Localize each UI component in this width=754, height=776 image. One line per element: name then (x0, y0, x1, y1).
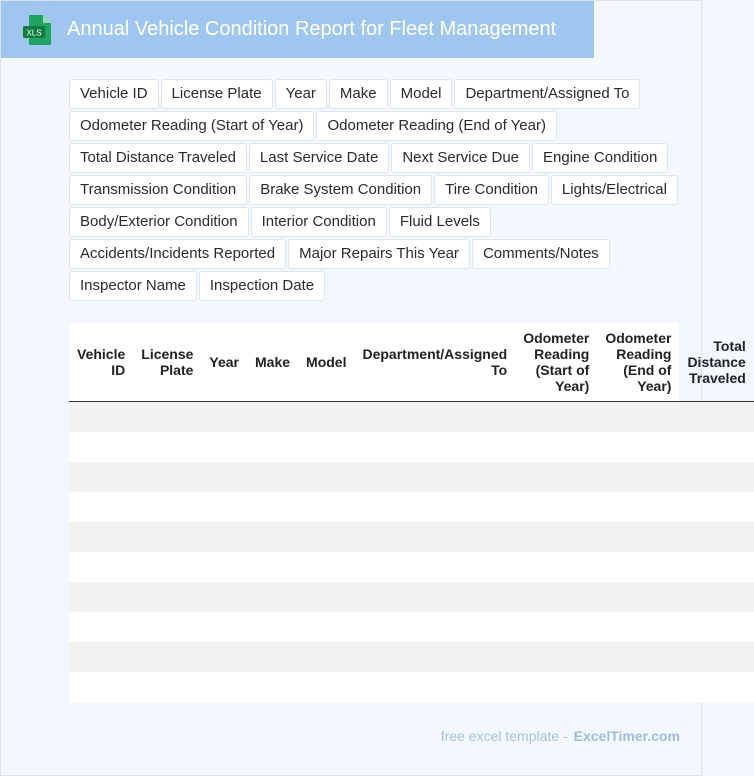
table-cell[interactable] (247, 522, 298, 552)
table-cell[interactable] (515, 462, 597, 492)
table-row (69, 672, 754, 702)
table-cell[interactable] (597, 492, 679, 522)
table-cell[interactable] (133, 402, 201, 433)
field-tag[interactable]: Body/Exterior Condition (69, 207, 249, 237)
table-cell[interactable] (133, 582, 201, 612)
table-cell[interactable] (354, 402, 515, 433)
table-cell[interactable] (354, 462, 515, 492)
table-cell[interactable] (354, 552, 515, 582)
data-table (69, 323, 754, 702)
field-tag[interactable]: Last Service Date (249, 143, 389, 173)
table-cell[interactable] (133, 552, 201, 582)
table-cell[interactable] (354, 582, 515, 612)
column-header[interactable]: Odometer Reading (End of Year) (597, 323, 679, 402)
table-cell[interactable] (133, 462, 201, 492)
field-tag[interactable]: Comments/Notes (472, 239, 610, 269)
table-cell[interactable] (515, 582, 597, 612)
table-row (69, 612, 754, 642)
table-cell[interactable] (69, 492, 133, 522)
table-cell[interactable] (679, 522, 753, 552)
field-tag[interactable]: Make (329, 79, 388, 109)
field-tag[interactable]: Tire Condition (434, 175, 549, 205)
table-cell[interactable] (679, 672, 753, 702)
table-cell[interactable] (354, 612, 515, 642)
table-cell[interactable] (679, 552, 753, 582)
table-cell[interactable] (597, 642, 679, 672)
table-cell[interactable] (201, 582, 247, 612)
field-tag[interactable]: License Plate (161, 79, 273, 109)
field-tag[interactable]: Major Repairs This Year (288, 239, 470, 269)
table-cell[interactable] (201, 552, 247, 582)
title-bar (1, 1, 594, 58)
field-tag[interactable]: Total Distance Traveled (69, 143, 247, 173)
table-cell[interactable] (69, 462, 133, 492)
table-cell[interactable] (354, 642, 515, 672)
field-tag[interactable]: Model (390, 79, 453, 109)
table-cell[interactable] (679, 402, 753, 433)
table-cell[interactable] (298, 432, 354, 462)
table-cell[interactable] (515, 552, 597, 582)
table-cell[interactable] (515, 432, 597, 462)
table-row (69, 552, 754, 582)
table-cell[interactable] (247, 402, 298, 433)
footer-text: free excel template - (440, 728, 568, 744)
column-header[interactable]: Make (247, 323, 298, 402)
column-header[interactable]: Model (298, 323, 354, 402)
field-tag[interactable]: Inspection Date (199, 271, 325, 301)
table-cell[interactable] (298, 552, 354, 582)
table-header-row (69, 323, 754, 402)
table-cell[interactable] (247, 612, 298, 642)
tag-row (69, 79, 689, 111)
field-tag-list (69, 79, 689, 303)
column-header[interactable]: Odometer Reading (Start of Year) (515, 323, 597, 402)
table-cell[interactable] (69, 432, 133, 462)
table-cell[interactable] (133, 642, 201, 672)
tag-row (69, 207, 689, 239)
table-cell[interactable] (679, 462, 753, 492)
table-cell[interactable] (298, 582, 354, 612)
field-tag[interactable]: Accidents/Incidents Reported (69, 239, 286, 269)
column-header[interactable]: Year (201, 323, 247, 402)
table-cell[interactable] (298, 672, 354, 702)
table-cell[interactable] (247, 672, 298, 702)
table-cell[interactable] (201, 612, 247, 642)
table-row (69, 492, 754, 522)
table-cell[interactable] (298, 402, 354, 433)
tag-row (69, 239, 689, 271)
table-cell[interactable] (69, 612, 133, 642)
field-tag[interactable]: Engine Condition (532, 143, 668, 173)
tag-row (69, 143, 689, 175)
table-cell[interactable] (354, 432, 515, 462)
table-cell[interactable] (354, 522, 515, 552)
column-header[interactable]: License Plate (133, 323, 201, 402)
column-header[interactable]: Vehicle ID (69, 323, 133, 402)
table-row (69, 462, 754, 492)
field-tag[interactable]: Brake System Condition (249, 175, 432, 205)
field-tag[interactable]: Transmission Condition (69, 175, 247, 205)
table-row (69, 582, 754, 612)
table-cell[interactable] (133, 522, 201, 552)
table-cell[interactable] (597, 582, 679, 612)
table-row (69, 402, 754, 433)
tag-row (69, 111, 689, 143)
table-cell[interactable] (133, 672, 201, 702)
table-cell[interactable] (247, 492, 298, 522)
xls-icon-label: XLS (26, 28, 42, 38)
table-cell[interactable] (354, 492, 515, 522)
table-cell[interactable] (298, 612, 354, 642)
field-tag[interactable]: Department/Assigned To (454, 79, 640, 109)
table-cell[interactable] (69, 642, 133, 672)
table-cell[interactable] (597, 462, 679, 492)
field-tag[interactable]: Odometer Reading (End of Year) (316, 111, 556, 141)
table-cell[interactable] (597, 432, 679, 462)
table-cell[interactable] (69, 402, 133, 433)
table-cell[interactable] (679, 432, 753, 462)
column-header[interactable]: Total Distance Traveled (679, 323, 753, 402)
table-cell[interactable] (201, 642, 247, 672)
table-cell[interactable] (679, 612, 753, 642)
table-cell[interactable] (679, 582, 753, 612)
table-cell[interactable] (597, 612, 679, 642)
table-cell[interactable] (597, 402, 679, 433)
table-row (69, 432, 754, 462)
table-cell[interactable] (201, 522, 247, 552)
table-row (69, 522, 754, 552)
table-cell[interactable] (298, 492, 354, 522)
table-cell[interactable] (247, 642, 298, 672)
table-cell[interactable] (133, 612, 201, 642)
table-cell[interactable] (201, 492, 247, 522)
table-cell[interactable] (69, 522, 133, 552)
field-tag[interactable]: Interior Condition (251, 207, 387, 237)
column-header[interactable]: Department/Assigned To (354, 323, 515, 402)
table-cell[interactable] (515, 402, 597, 433)
table-cell[interactable] (515, 672, 597, 702)
table-cell[interactable] (515, 612, 597, 642)
field-tag[interactable]: Next Service Due (391, 143, 530, 173)
field-tag[interactable]: Year (275, 79, 327, 109)
table-cell[interactable] (201, 462, 247, 492)
xls-file-icon (23, 15, 51, 45)
tag-row (69, 175, 689, 207)
table-cell[interactable] (133, 492, 201, 522)
table-cell[interactable] (247, 432, 298, 462)
table-cell[interactable] (201, 402, 247, 433)
table-cell[interactable] (69, 552, 133, 582)
table-cell[interactable] (597, 672, 679, 702)
table-cell[interactable] (69, 582, 133, 612)
table-cell[interactable] (298, 642, 354, 672)
table-cell[interactable] (515, 522, 597, 552)
field-tag[interactable]: Fluid Levels (389, 207, 491, 237)
table-cell[interactable] (515, 492, 597, 522)
table-cell[interactable] (247, 582, 298, 612)
table-cell[interactable] (247, 462, 298, 492)
table-row (69, 642, 754, 672)
field-tag[interactable]: Vehicle ID (69, 79, 159, 109)
field-tag[interactable]: Inspector Name (69, 271, 197, 301)
table-cell[interactable] (679, 492, 753, 522)
table-cell[interactable] (597, 552, 679, 582)
table-cell[interactable] (298, 462, 354, 492)
tag-row (69, 271, 689, 303)
table-cell[interactable] (201, 432, 247, 462)
page-title: Annual Vehicle Condition Report for Fleet Management (67, 18, 557, 40)
table-cell[interactable] (201, 672, 247, 702)
table-cell[interactable] (133, 432, 201, 462)
table-cell[interactable] (597, 522, 679, 552)
table-cell[interactable] (679, 642, 753, 672)
field-tag[interactable]: Lights/Electrical (551, 175, 678, 205)
table-cell[interactable] (515, 642, 597, 672)
field-tag[interactable]: Odometer Reading (Start of Year) (69, 111, 314, 141)
table-cell[interactable] (298, 522, 354, 552)
table-cell[interactable] (354, 672, 515, 702)
footer-brand-link[interactable]: ExcelTimer.com (573, 728, 680, 744)
table-cell[interactable] (69, 672, 133, 702)
data-table-container (69, 323, 746, 703)
table-cell[interactable] (247, 552, 298, 582)
footer-credit (441, 728, 680, 744)
